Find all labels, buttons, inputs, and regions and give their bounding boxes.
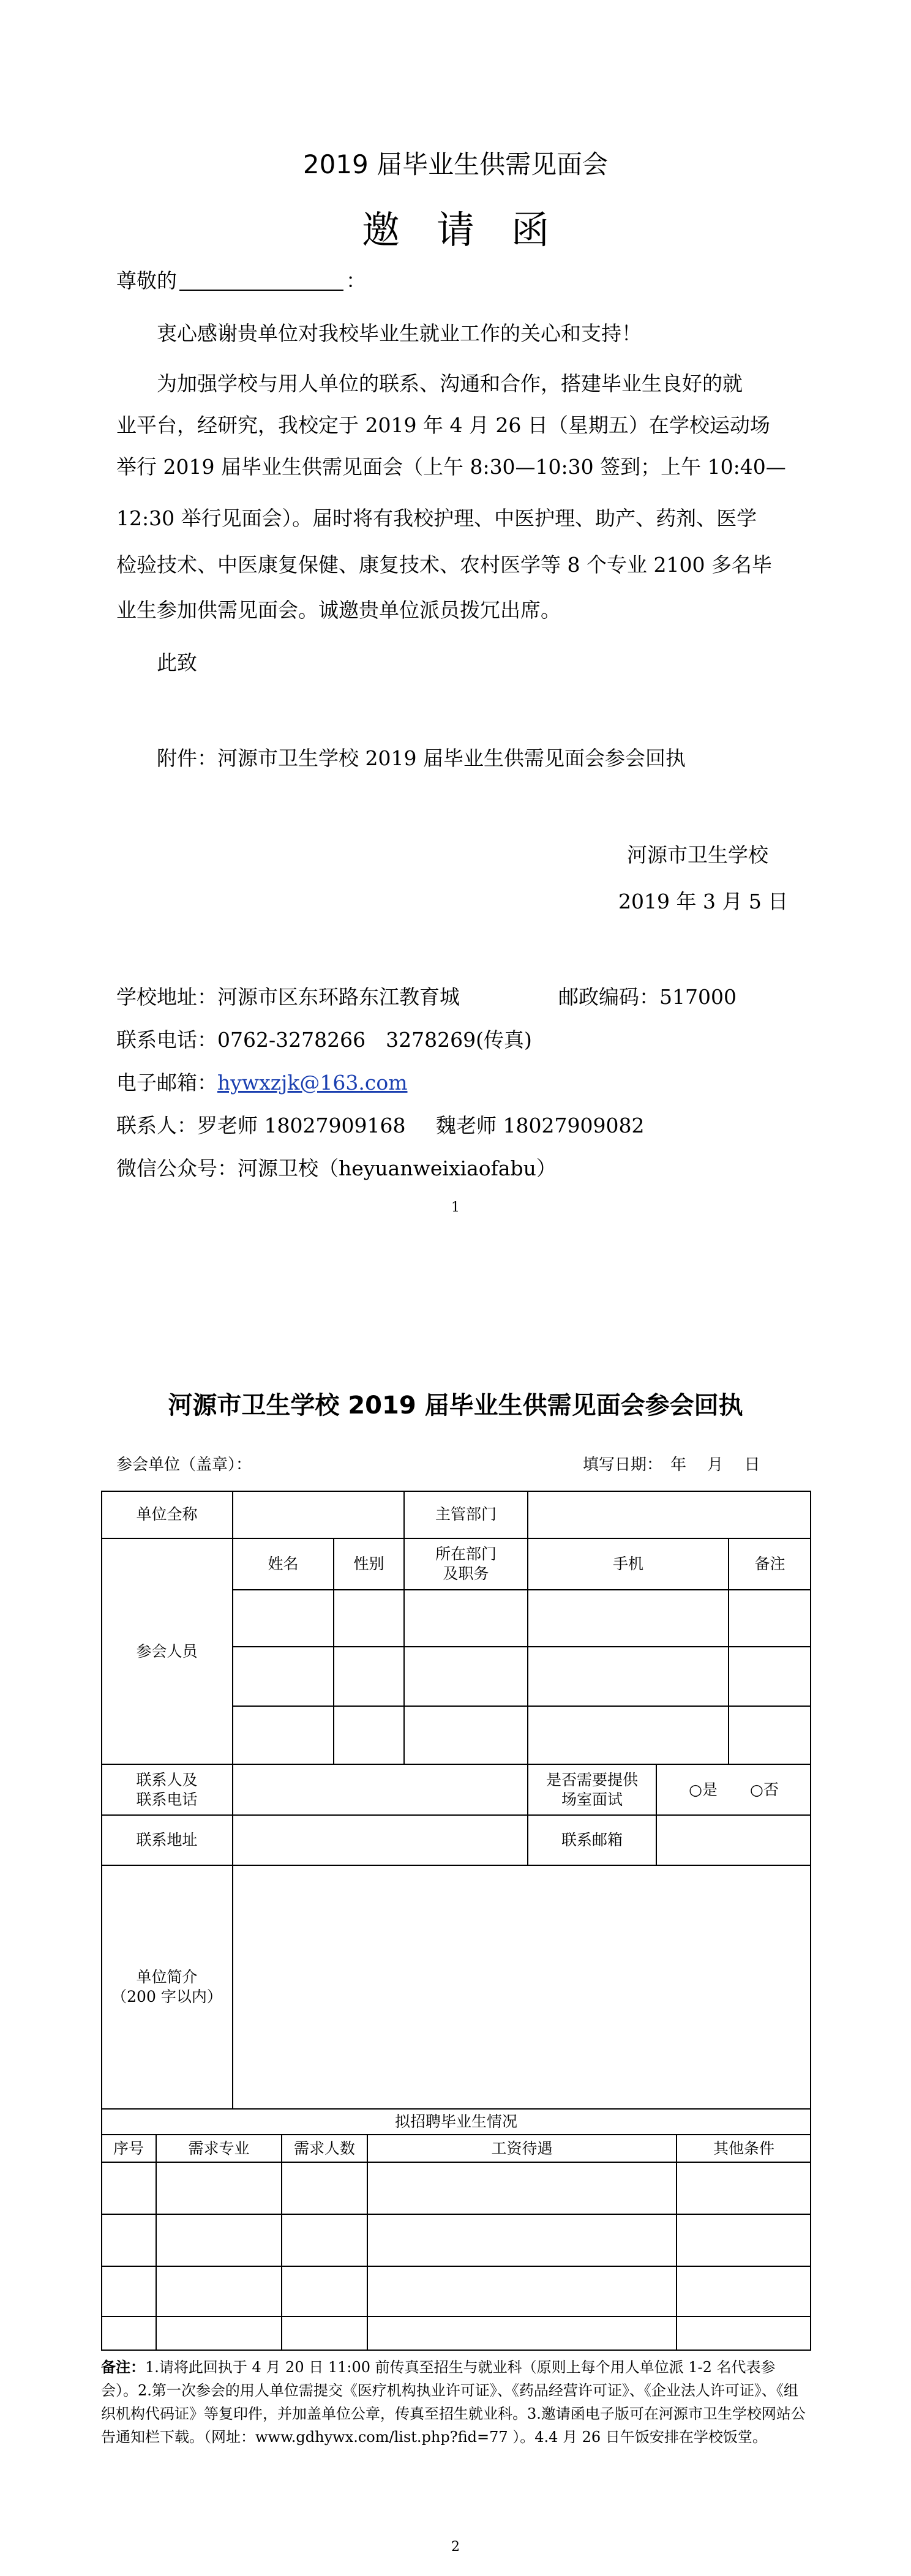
contact-person-2: 魏老师 18027909082 <box>436 1114 645 1137</box>
paragraph-line: 为加强学校与用人单位的联系、沟通和合作，搭建毕业生良好的就 <box>157 372 743 395</box>
notes <box>101 2356 811 2449</box>
wechat-account: 微信公众号：河源卫校（heyuanweixiaofabu） <box>116 1156 557 1180</box>
school-address: 学校地址：河源市区东环路东江教育城 <box>116 985 460 1009</box>
invitation-title: 2019 届毕业生供需见面会 <box>302 149 609 179</box>
postcode: 邮政编码：517000 <box>558 985 737 1009</box>
cell-unit-intro-label: 单位简介 （200 字以内） <box>111 1968 222 2005</box>
salutation-prefix: 尊敬的 <box>116 269 177 293</box>
cell-contact-email-label: 联系邮箱 <box>561 1831 623 1849</box>
receipt-title: 河源市卫生学校 2019 届毕业生供需见面会参会回执 <box>168 1391 743 1420</box>
department-field[interactable] <box>528 1491 811 1538</box>
paragraph-line: 业平台，经研究，我校定于 2019 年 4 月 26 日（星期五）在学校运动场 <box>116 413 770 437</box>
cell-unit-name-label: 单位全称 <box>136 1505 198 1523</box>
paragraph-line: 12:30 举行见面会）。届时将有我校护理、中医护理、助产、药剂、医学 <box>116 506 757 530</box>
col-major: 需求专业 <box>188 2139 250 2157</box>
notes-label: 备注： <box>101 2359 145 2376</box>
col-dept-position: 所在部门 及职务 <box>435 1545 497 1582</box>
cell-participants-label: 参会人员 <box>136 1642 198 1660</box>
phone: 联系电话：0762-3278266 3278269(传真) <box>116 1028 532 1052</box>
col-name: 姓名 <box>268 1555 299 1573</box>
email-line <box>116 1073 408 1093</box>
contact-person-1: 联系人：罗老师 18027909168 <box>116 1114 406 1137</box>
paragraph-line: 业生参加供需见面会。诚邀贵单位派员拨冗出席。 <box>116 598 561 622</box>
col-no: 序号 <box>113 2139 144 2157</box>
recipient-blank <box>179 271 343 291</box>
unit-name-field[interactable] <box>233 1491 404 1538</box>
col-remark: 备注 <box>754 1555 785 1573</box>
cell-contact-address-label: 联系地址 <box>136 1831 198 1849</box>
paragraph-line: 检验技术、中医康复保健、康复技术、农村医学等 8 个专业 2100 多名毕 <box>116 553 772 577</box>
cell-need-room-label: 是否需要提供 场室面试 <box>545 1770 638 1808</box>
col-count: 需求人数 <box>293 2139 355 2157</box>
recruit-section-title: 拟招聘毕业生情况 <box>394 2113 517 2130</box>
salutation <box>116 271 366 291</box>
option-no-radio[interactable]: ○否 <box>750 1780 779 1799</box>
closing: 此致 <box>157 651 197 675</box>
page-number-1: 1 <box>451 1200 460 1215</box>
col-mobile: 手机 <box>612 1555 643 1573</box>
letter-date: 2019 年 3 月 5 日 <box>618 889 789 913</box>
col-salary: 工资待遇 <box>491 2139 553 2157</box>
col-other: 其他条件 <box>713 2139 774 2157</box>
invitation-heading: 邀请函 <box>361 208 586 252</box>
participating-unit-label: 参会单位（盖章）： <box>116 1456 252 1474</box>
email-link[interactable]: hywxzjk@163.com <box>217 1071 408 1095</box>
paragraph-thanks: 衷心感谢贵单位对我校毕业生就业工作的关心和支持！ <box>157 321 642 345</box>
fill-date-label: 填写日期： 年 月 日 <box>583 1456 760 1474</box>
receipt-form-table <box>101 1491 811 2351</box>
signature: 河源市卫生学校 <box>627 843 768 867</box>
attachment-note: 附件：河源市卫生学校 2019 届毕业生供需见面会参会回执 <box>157 746 686 770</box>
option-yes-radio[interactable]: ○是 <box>689 1780 718 1799</box>
col-gender: 性别 <box>353 1555 384 1573</box>
page-number-2: 2 <box>451 2539 460 2555</box>
need-room-options <box>656 1764 811 1815</box>
salutation-suffix: ： <box>346 269 366 293</box>
email-label: 电子邮箱： <box>116 1071 217 1095</box>
paragraph-line: 举行 2019 届毕业生供需见面会（上午 8:30—10:30 签到；上午 10:40— <box>116 455 786 479</box>
cell-contact-label: 联系人及 联系电话 <box>136 1770 198 1808</box>
cell-department-label: 主管部门 <box>435 1505 497 1523</box>
notes-text: 1.请将此回执于 4 月 20 日 11:00 前传真至招生与就业科（原则上每个用人单位派 1-2 名代表参会）。2.第一次参会的用人单位需提交《医疗机构执业许可证》、《药品经营许可证》、《企业法人许可证》、《组织机构代码证》等复印件，并加盖单位公章，传真至招生就业科。3.邀请函电子版可在河源市卫生学校网站公告通知栏下载。（网址：www.gdhywx.com/list.php?fid=77 ）。4.4 月 26 日午饭安排在学校饭堂。 <box>101 2359 806 2446</box>
